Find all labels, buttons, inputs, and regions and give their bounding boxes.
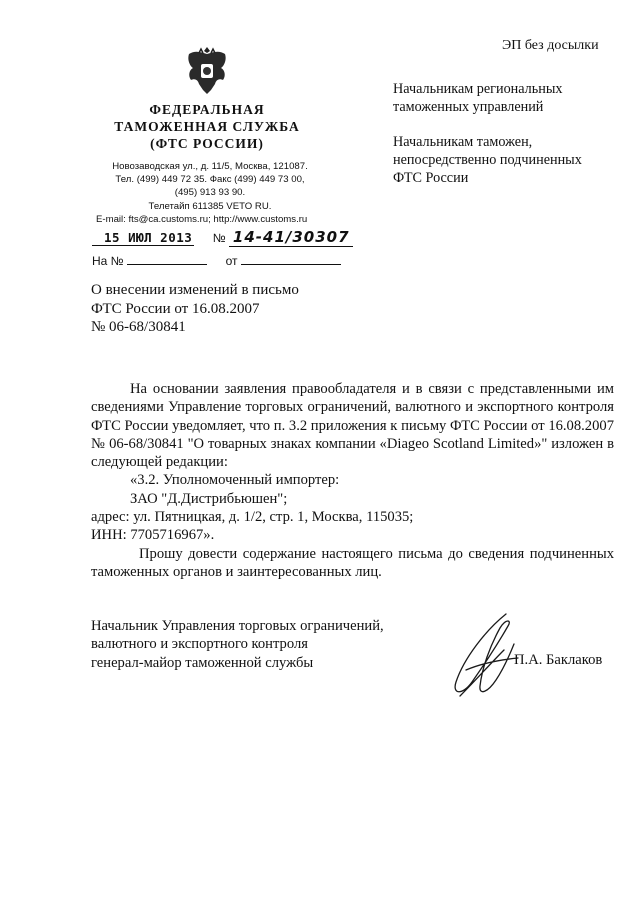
reply-date-blank: [241, 252, 341, 265]
dispatch-note: ЭП без досылки: [502, 38, 599, 53]
contact-phone-2: (495) 913 93 90.: [174, 187, 246, 199]
signatory-position: Начальник Управления торговых ограничений, валютного и экспортного контроля генерал-майор таможенной службы: [91, 618, 384, 671]
reply-reference-line: [92, 252, 341, 268]
letter-body: [91, 380, 614, 581]
contact-email: E-mail: fts@ca.customs.ru; http://www.customs.ru: [96, 213, 308, 225]
registration-line: [92, 228, 353, 247]
recipient-customs: Начальникам таможен, непосредственно подчиненных ФТС России: [393, 134, 582, 186]
inn-line: ИНН: 7705716967».: [91, 527, 215, 544]
org-line-3: (ФТС РОССИИ): [150, 136, 264, 151]
org-line-1: ФЕДЕРАЛЬНАЯ: [149, 102, 265, 117]
registration-number: 14-41/30307: [229, 228, 353, 247]
letter-subject: О внесении изменений в письмо ФТС России от 16.08.2007 № 06-68/30841: [91, 282, 299, 335]
contact-address: Новозаводская ул., д. 11/5, Москва, 121087.: [112, 161, 308, 172]
reply-label: На №: [92, 254, 124, 268]
coat-of-arms-icon: [183, 44, 231, 98]
body-paragraph-2: Прошу довести содержание настоящего письма до сведения подчиненных таможенных органов и заинтересованных лиц.: [91, 545, 614, 580]
quote-line-2: ЗАО "Д.Дистрибьюшен";: [130, 490, 288, 507]
registration-date: 15 ИЮЛ 2013: [92, 230, 194, 246]
recipient-regional: Начальникам региональных таможенных управлений: [393, 81, 563, 115]
body-paragraph-1: На основании заявления правообладателя и в связи с представленными им сведениями Управление торговых ограничений, валютного и экспортного контроля ФТС России уведомляет, что п. 3.2 приложения к письму ФТС России от 16.08.2007 № 06-68/30841 "О товарных знаках компании «Diageo Scotland Limited»" изложен в следующей редакции:: [91, 381, 614, 471]
recipients: [393, 80, 623, 187]
organization-name: [96, 101, 318, 152]
org-line-2: ТАМОЖЕННАЯ СЛУЖБА: [114, 119, 300, 134]
contact-block: [90, 160, 330, 226]
contact-phone: Тел. (499) 449 72 35. Факс (499) 449 73 00,: [115, 174, 305, 186]
contact-teletype: Телетайп 611385 VETO RU.: [148, 200, 272, 212]
signatory-name: П.А. Баклаков: [514, 652, 603, 668]
quote-line-1: «3.2. Уполномоченный импортер:: [130, 472, 340, 489]
number-label: №: [212, 231, 226, 245]
address-line: адрес: ул. Пятницкая, д. 1/2, стр. 1, Москва, 115035;: [91, 509, 414, 526]
from-label: от: [225, 254, 238, 268]
reply-number-blank: [127, 252, 207, 265]
